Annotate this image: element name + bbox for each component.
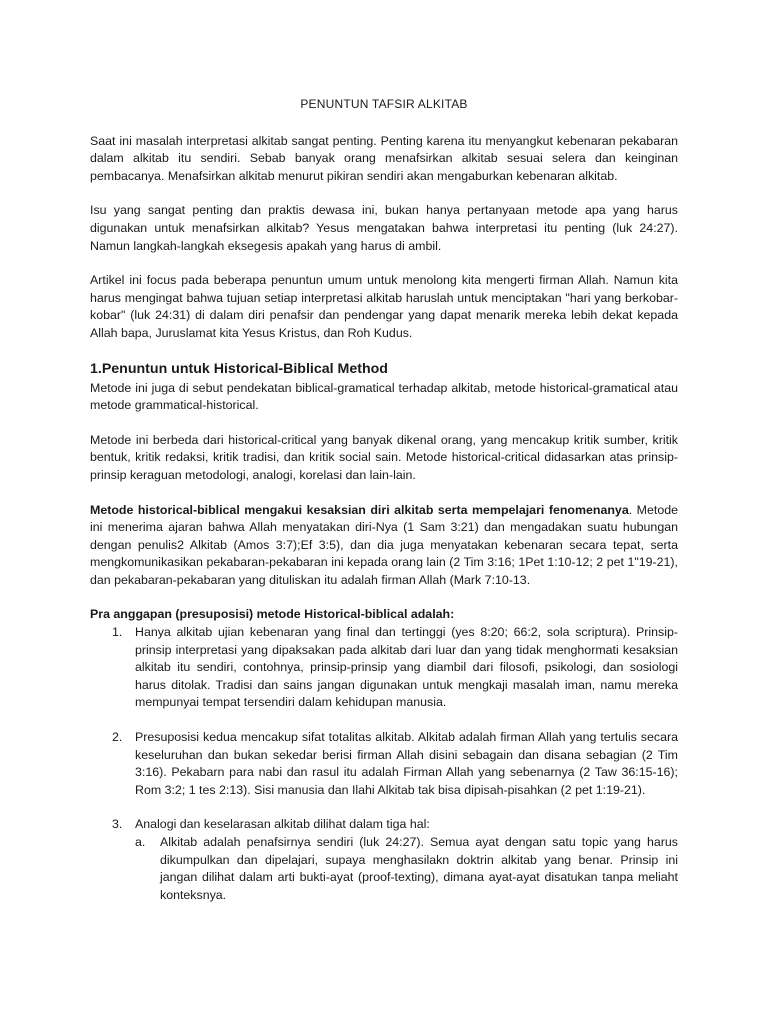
- intro-paragraph-3: Artikel ini focus pada beberapa penuntun umum untuk menolong kita mengerti firman Allah. Namun kita harus mengingat bahwa tujuan setiap interpretasi alkitab haruslah untuk menciptakan "hari yang berkobar-kobar" (luk 24:31) di dalam diri penafsir dan pendengar yang dapat menarik mereka lebih dekat kepada Allah bapa, Juruslamat kita Yesus Kristus, dan Roh Kudus.: [90, 273, 678, 340]
- list-item-text: Analogi dan keselarasan alkitab dilihat dalam tiga hal:: [135, 817, 430, 832]
- list-item-text: Presuposisi kedua mencakup sifat totalitas alkitab. Alkitab adalah firman Allah yang tertulis secara keseluruhan dan bukan sekedar berisi firman Allah disini sebagain dan disana sebagian (2 Tim 3:16). Pekabarn para nabi dan rasul itu adalah Firman Allah yang sebenarnya (2 Taw 36:15-16); Rom 3:2; 1 tes 2:13). Sisi manusia dan Ilahi Alkitab tak bisa dipisah-pisahkan (2 pet 1:19-21).: [135, 730, 678, 797]
- section-paragraph-1: Metode ini juga di sebut pendekatan biblical-gramatical terhadap alkitab, metode historical-gramatical atau metode grammatical-historical.: [90, 380, 678, 413]
- section-paragraph-2: Metode ini berbeda dari historical-critical yang banyak dikenal orang, yang mencakup kritik sumber, kritik bentuk, kritik redaksi, kritik tradisi, dan kritik social sain. Metode historical-critical didasarkan atas prinsip-prinsip keraguan metodologi, analogi, korelasi dan lain-lain.: [90, 432, 678, 482]
- intro-paragraph-2: Isu yang sangat penting dan praktis dewasa ini, bukan hanya pertanyaan metode apa yang harus digunakan untuk menafsirkan alkitab? Yesus mengatakan bahwa interpretasi itu penting (luk 24:27). Namun langkah-langkah eksegesis apakah yang harus di ambil.: [90, 203, 678, 253]
- list-item: [90, 729, 678, 799]
- sub-list-item-text: Alkitab adalah penafsirnya sendiri (luk 24:27). Semua ayat dengan satu topic yang harus dikumpulkan dan dipelajari, supaya menghasilakn doktrin alkitab yang benar. Prinsip ini jangan dilihat dalam arti bukti-ayat (proof-texting), dimana ayat-ayat disatukan tanpa meliaht konteksnya.: [160, 835, 678, 902]
- list-item-text: Hanya alkitab ujian kebenaran yang final dan tertinggi (yes 8:20; 66:2, sola scriptura). Prinsip-prinsip interpretasi yang dipaksakan pada alkitab dari luar dan yang tidak menghormati kesaksian alkitab itu sendiri, contohnya, prinsip-prinsip yang diambil dari filosofi, psikologi, dan sosiologi harus ditolak. Tradisi dan sains jangan digunakan untuk mengkaji masalah iman, namu mereka mempunyai tempat tersendiri dalam kehidupan manusia.: [135, 625, 678, 710]
- list-item-marker: 3.: [112, 817, 123, 832]
- document-title: PENUNTUN TAFSIR ALKITAB: [300, 97, 468, 111]
- list-item: [90, 816, 678, 904]
- section-heading: 1.Penuntun untuk Historical-Biblical Method: [90, 360, 388, 377]
- sub-list-item: [135, 834, 678, 904]
- intro-paragraph-1: Saat ini masalah interpretasi alkitab sangat penting. Penting karena itu menyangkut kebenaran pekabaran dalam alkitab itu sendiri. Sebab banyak orang menafsirkan alkitab sesuai selera dan keinginan pembacanya. Menafsirkan alkitab menurut pikiran sendiri akan mengaburkan kebenaran alkitab.: [90, 133, 678, 183]
- sub-list-item-marker: a.: [135, 835, 146, 849]
- list-item-marker: 1.: [112, 625, 123, 640]
- list-title: Pra anggapan (presuposisi) metode Historical-biblical adalah:: [90, 607, 455, 622]
- list-item: [90, 624, 678, 712]
- section-paragraph-3-rest: . Metode ini menerima ajaran bahwa Allah menyatakan diri-Nya (1 Sam 3:21) dan mengadakan suatu hubungan dengan penulis2 Alkitab (Amos 3:7);Ef 3:5), dan dia juga menyatakan kebenaran secara tepat, serta mengkomunikasikan pekabaran-pekabaran ini kepada orang lain (2 Tim 3:16; 1Pet 1:10-12; 2 pet 1"19-21), dan pekabaran-pekabaran yang dituliskan itu adalah firman Allah (Mark 7:10-13.: [90, 502, 678, 587]
- list-item-marker: 2.: [112, 730, 123, 745]
- document-page: [90, 96, 678, 921]
- section-paragraph-3-bold: Metode historical-biblical mengakui kesaksian diri alkitab serta mempelajari fenomenanya: [90, 502, 629, 517]
- section-paragraph-3: [90, 502, 678, 590]
